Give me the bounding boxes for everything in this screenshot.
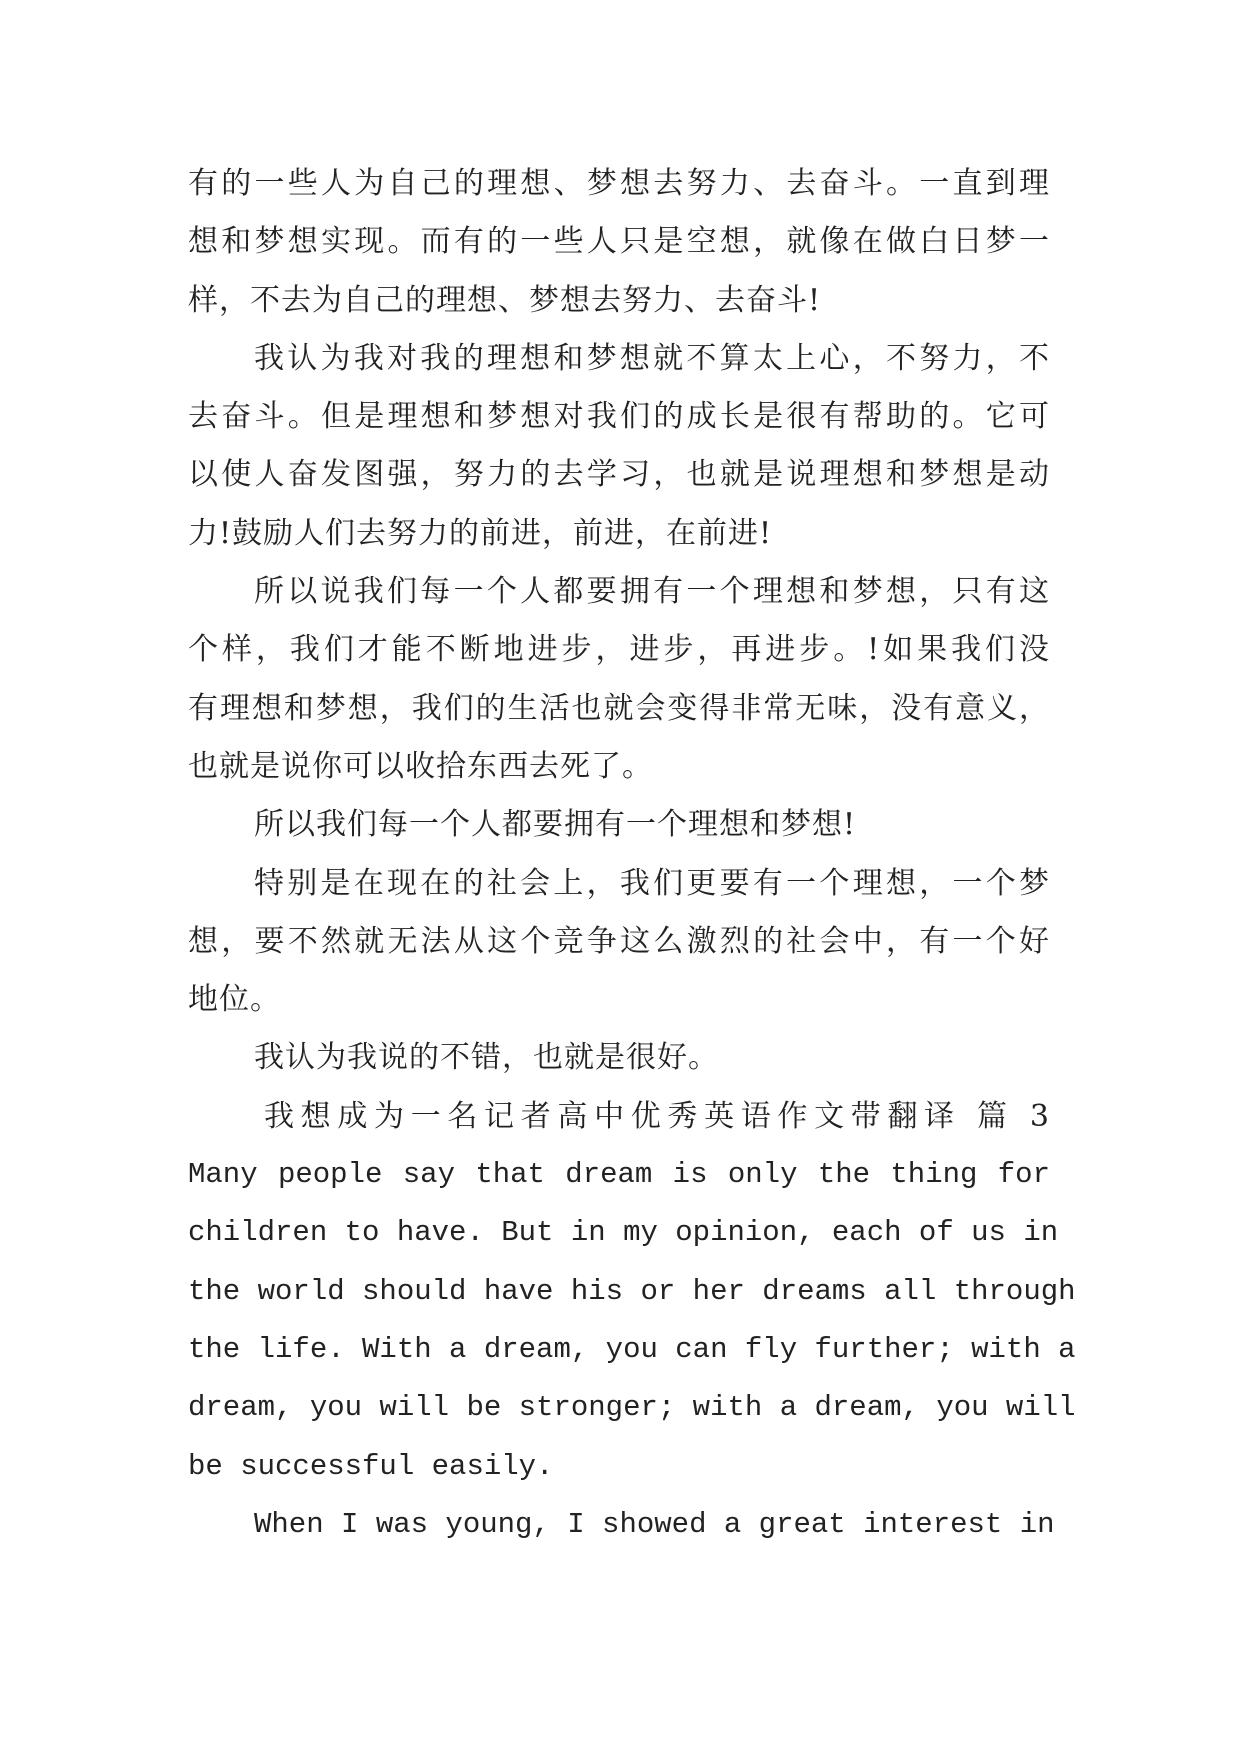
section-heading: 我想成为一名记者高中优秀英语作文带翻译 篇 3 [264, 1098, 1050, 1134]
text-line: the life. With a dream, you can fly further; with a [188, 1332, 1076, 1366]
text-line: 想和梦想实现。而有的一些人只是空想，就像在做白日梦一 [188, 224, 1050, 260]
text-line: the world should have his or her dreams all through [188, 1274, 1076, 1308]
text-line: 特别是在现在的社会上，我们更要有一个理想，一个梦 [254, 865, 1050, 901]
text-line: 所以说我们每一个人都要拥有一个理想和梦想，只有这 [254, 574, 1050, 610]
text-line: 想，要不然就无法从这个竞争这么激烈的社会中，有一个好 [188, 923, 1050, 959]
text-line: 地位。 [188, 982, 281, 1018]
document-body [188, 155, 1076, 1554]
text-line: 以使人奋发图强，努力的去学习，也就是说理想和梦想是动 [188, 457, 1050, 493]
text-line: 样，不去为自己的理想、梦想去努力、去奋斗! [188, 282, 822, 318]
text-line: 我认为我对我的理想和梦想就不算太上心，不努力，不 [254, 340, 1050, 376]
text-line: dream, you will be stronger; with a dream, you will [188, 1391, 1076, 1425]
text-line: When I was young, I showed a great interest in [254, 1507, 1055, 1541]
text-line: 所以我们每一个人都要拥有一个理想和梦想! [254, 807, 857, 843]
text-line: be successful easily. [188, 1449, 554, 1483]
text-line: 去奋斗。但是理想和梦想对我们的成长是很有帮助的。它可 [188, 399, 1050, 435]
text-line: 我认为我说的不错，也就是很好。 [254, 1040, 719, 1076]
text-line: Many people say that dream is only the thing for [188, 1158, 1050, 1192]
text-line: 个样，我们才能不断地进步，进步，再进步。!如果我们没 [188, 632, 1050, 668]
text-line: 有的一些人为自己的理想、梦想去努力、去奋斗。一直到理 [188, 166, 1050, 201]
text-line: 有理想和梦想，我们的生活也就会变得非常无味，没有意义， [188, 690, 1050, 726]
text-line: children to have. But in my opinion, each of us in [188, 1216, 1059, 1250]
text-line: 力!鼓励人们去努力的前进，前进，在前进! [188, 515, 773, 551]
text-line: 也就是说你可以收拾东西去死了。 [188, 748, 653, 784]
